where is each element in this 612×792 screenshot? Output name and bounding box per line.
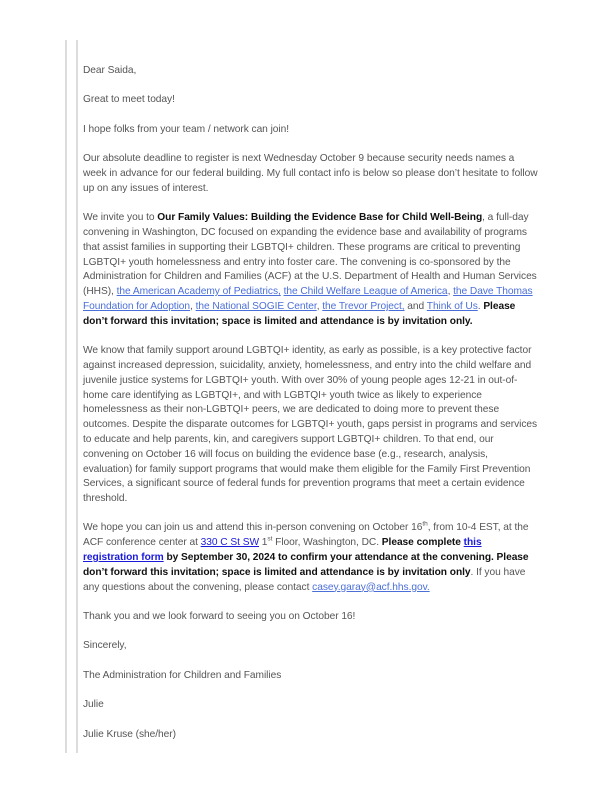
details-bold: by September 30, 2024 to confirm your attendance at the convening. Please don’t forward this invitation; space is limited and attendance is by invitation only (83, 552, 529, 578)
email-body (83, 64, 538, 757)
separator: , (316, 300, 323, 312)
deadline-paragraph: Our absolute deadline to register is next Wednesday October 9 because security needs names a week in advance for our federal building. My full contact info is below so please don’t hesitate to follow up on any issues of interest. (83, 153, 538, 194)
invite-intro: We invite you to (83, 212, 158, 224)
details-text: , from 10-4 EST, at the ACF conference center at (83, 522, 529, 549)
invite-paragraph (83, 211, 538, 329)
separator: . (477, 300, 484, 312)
separator: and (404, 300, 427, 312)
sponsor-link-trevor[interactable]: the Trevor Project, (322, 300, 405, 312)
superscript: th (422, 521, 428, 529)
sponsor-link-aap[interactable]: the American Academy of Pediatrics, (116, 286, 281, 298)
details-text: We hope you can join us and attend this in-person convening on October 16 (83, 522, 423, 534)
separator: , (190, 300, 196, 312)
quote-bar-inner (76, 40, 78, 753)
quote-bar-outer (65, 40, 67, 753)
details-bold: Please complete (381, 537, 464, 549)
details-text: Floor, Washington, DC. (272, 537, 382, 549)
organization: The Administration for Children and Families (83, 669, 282, 681)
greeting: Dear Saida, (83, 65, 137, 76)
line-great: Great to meet today! (83, 94, 175, 106)
closing: Sincerely, (83, 640, 127, 652)
contact-email-link[interactable]: casey.garay@acf.hhs.gov. (312, 581, 430, 593)
sponsor-link-sogie[interactable]: the National SOGIE Center (195, 300, 317, 312)
sponsor-link-cwla[interactable]: the Child Welfare League of America (283, 286, 448, 298)
registration-form-link[interactable]: this registration form (83, 537, 482, 564)
signature-first: Julie (83, 699, 104, 711)
details-text: 1 (259, 537, 268, 549)
support-paragraph: We know that family support around LGBTQI+ identity, as early as possible, is a key protective factor against increased depression, suicidality, anxiety, homelessness, and entry into the child welfare and juvenile justice systems for LGBTQI+ youth. With over 30% of young people ages 12-21 in out-of-home care identifying as LGBTQI+, and with LGBTQI+ youth twice as likely to experience homelessness as their non-LGBTQI+ peers, we are dedicated to doing more to prevent these outcomes. Despite the disparate outcomes for LGBTQI+ youth, gaps persist in programs and services to educate and help parents, kin, and caregivers support LGBTQI+ children. To that end, our convening on October 16 will focus on building the evidence base (e.g., research, analysis, evaluation) for family support programs that would make them eligible for the Family First Prevention Services, a significant source of federal funds for prevention programs that meet a certain evidence threshold. (83, 345, 538, 505)
details-paragraph (83, 521, 538, 595)
address-link[interactable]: 330 C St SW (200, 537, 260, 549)
invite-body: , a full-day convening in Washington, DC focused on expanding the evidence base and availability of programs that assist families in supporting their LGBTQI+ children. These programs are critical to preventing LGBTQI+ youth homelessness and entry into foster care. The convening is co-sponsored by the Administration for Children and Families (ACF) at the U.S. Department of Health and Human Services (HHS), (83, 212, 537, 298)
sponsor-link-think-of-us[interactable]: Think of Us (426, 300, 478, 312)
signature-full: Julie Kruse (she/her) (83, 728, 176, 740)
thanks-line: Thank you and we look forward to seeing you on October 16! (83, 611, 356, 623)
event-name: Our Family Values: Building the Evidence Base for Child Well-Being (157, 212, 483, 224)
details-text: . If you have any questions about the convening, please contact (83, 566, 526, 593)
sponsor-link-dave-thomas[interactable]: the Dave Thomas Foundation for Adoption (83, 286, 533, 312)
separator: , (447, 286, 454, 298)
superscript: st (267, 535, 273, 543)
line-hope: I hope folks from your team / network can join! (83, 123, 290, 135)
invite-notice: Please don’t forward this invitation; space is limited and attendance is by invitation only. (83, 300, 516, 327)
